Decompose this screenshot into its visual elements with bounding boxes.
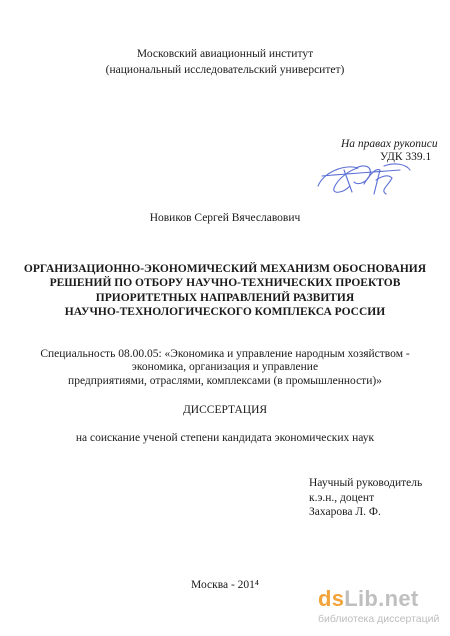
udc-code: УДК 339.1 bbox=[380, 151, 432, 163]
specialty-line-2: экономика, организация и управление bbox=[131, 361, 319, 373]
institution-subtitle: (национальный исследовательский университет) bbox=[105, 64, 345, 76]
manuscript-rights: На правах рукописи bbox=[341, 138, 438, 150]
watermark-logo-suffix: Lib.net bbox=[344, 586, 419, 611]
specialty-line-1: Специальность 08.00.05: «Экономика и управление народным хозяйством - bbox=[40, 348, 410, 360]
title-line-2: РЕШЕНИЙ ПО ОТБОРУ НАУЧНО-ТЕХНИЧЕСКИХ ПРОЕКТОВ bbox=[49, 277, 401, 289]
supervisor-block bbox=[309, 476, 422, 520]
watermark-subtitle: библиотека диссертаций bbox=[318, 613, 440, 625]
supervisor-degree: к.э.н., доцент bbox=[309, 491, 375, 504]
watermark-logo-prefix: ds bbox=[318, 586, 345, 611]
supervisor-role: Научный руководитель bbox=[309, 477, 423, 489]
supervisor-name: Захарова Л. Ф. bbox=[309, 506, 381, 518]
degree-statement: на соискание ученой степени кандидата экономических наук bbox=[75, 432, 375, 444]
specialty-line-3: предприятиями, отраслями, комплексами (в промышленности)» bbox=[68, 375, 382, 387]
watermark bbox=[318, 586, 444, 630]
watermark-logo bbox=[318, 586, 438, 612]
title-line-1: ОРГАНИЗАЦИОННО-ЭКОНОМИЧЕСКИЙ МЕХАНИЗМ ОБОСНОВАНИЯ bbox=[23, 263, 427, 275]
city-year: Москва - 201⁴ bbox=[191, 579, 259, 591]
institution-name: Московский авиационный институт bbox=[136, 48, 314, 60]
handwritten-signature bbox=[314, 156, 414, 200]
title-line-4: НАУЧНО-ТЕХНОЛОГИЧЕСКОГО КОМПЛЕКСА РОССИИ bbox=[64, 306, 386, 318]
title-line-3: ПРИОРИТЕТНЫХ НАПРАВЛЕНИЙ РАЗВИТИЯ bbox=[95, 292, 355, 304]
document-type: ДИССЕРТАЦИЯ bbox=[182, 404, 268, 416]
author-name: Новиков Сергей Вячеславович bbox=[149, 212, 301, 224]
